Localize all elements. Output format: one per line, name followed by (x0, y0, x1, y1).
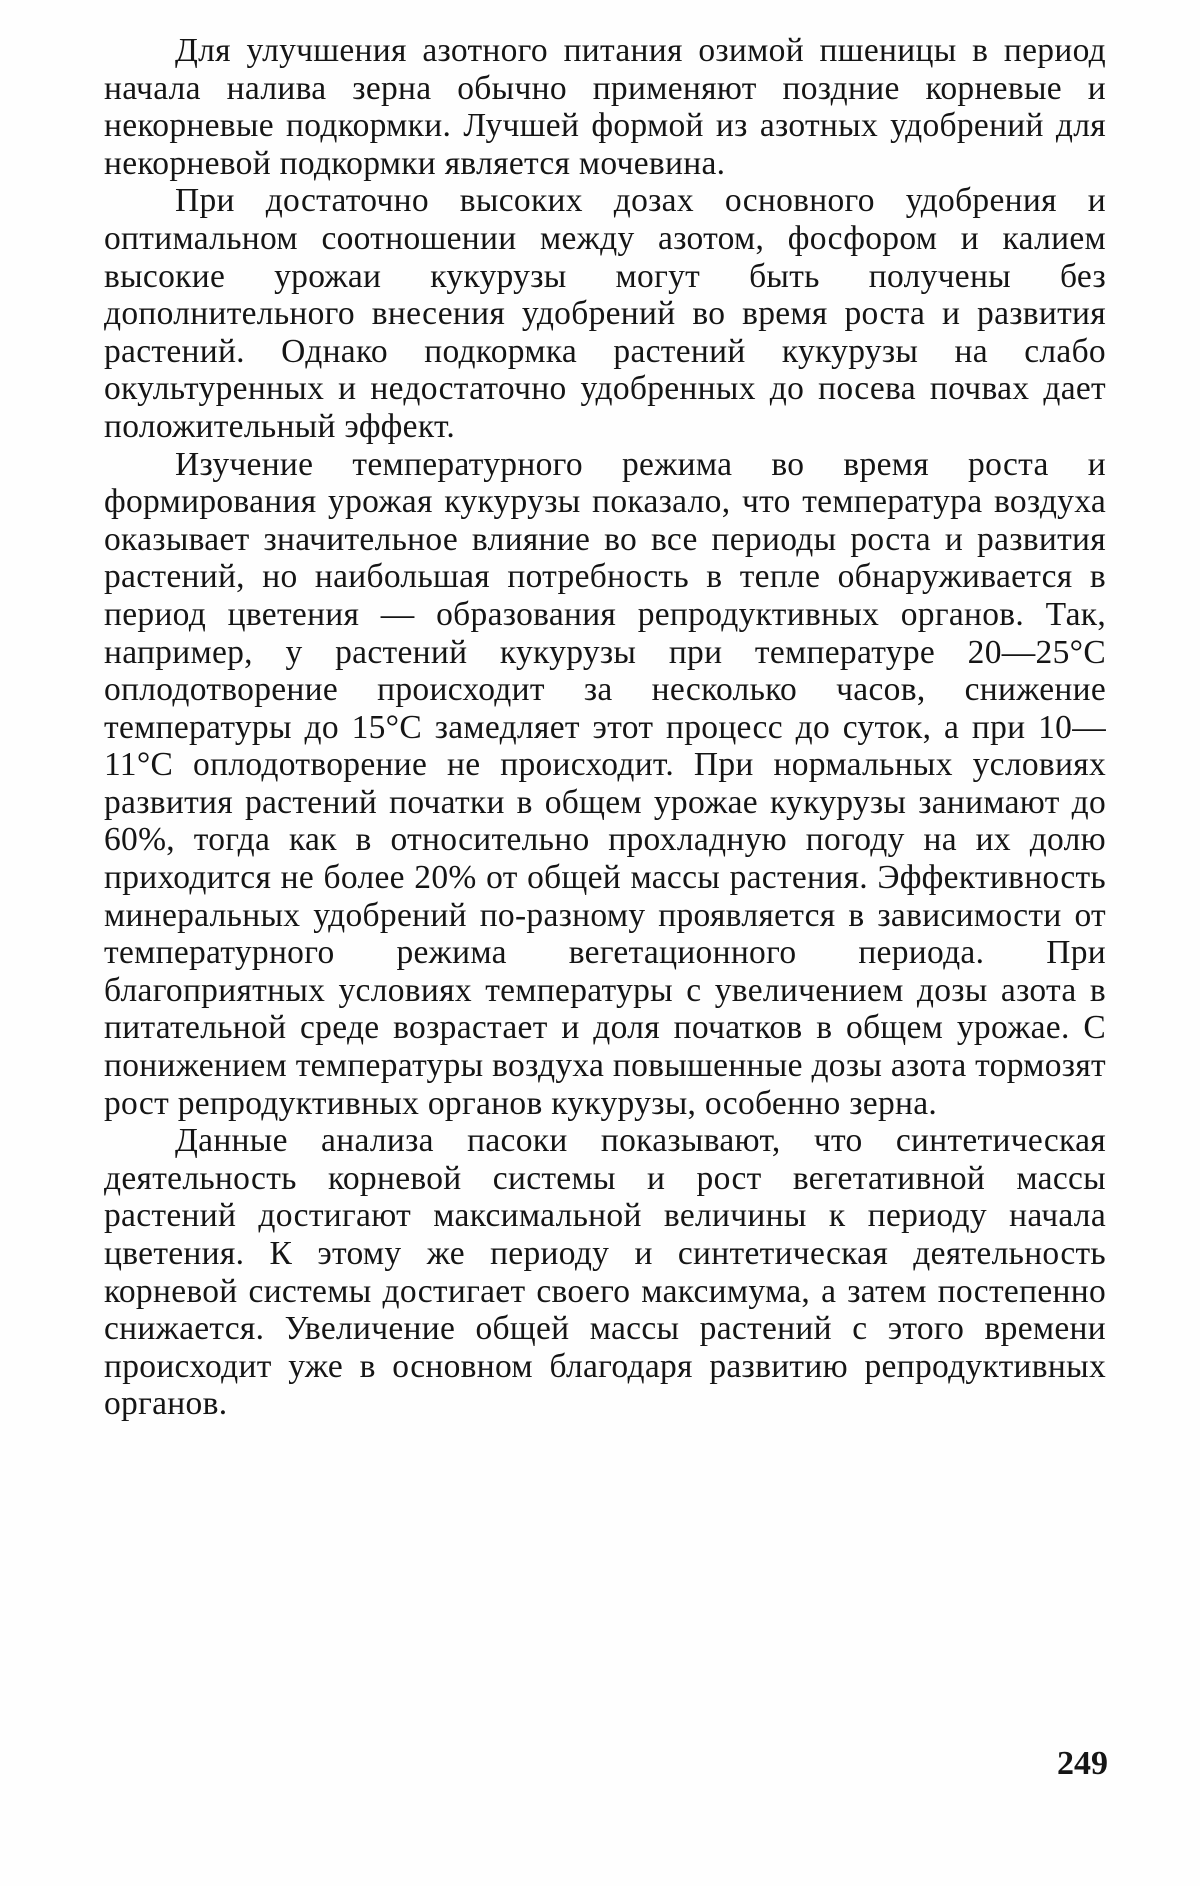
paragraph: При достаточно высоких дозах основного удобрения и оптимальном соотношении между азотом, фосфором и калием высокие урожаи кукурузы могут быть получены без дополнительного внесения удобрений во время роста и развития растений. Однако подкормка растений кукурузы на слабо окультуренных и недостаточно удобренных до посева почвах дает положительный эффект. (104, 182, 1106, 445)
paragraph: Для улучшения азотного питания озимой пшеницы в период начала налива зерна обычно применяют поздние корневые и некорневые подкормки. Лучшей формой из азотных удобрений для некорневой подкормки является мочевина. (104, 32, 1106, 182)
paragraph: Изучение температурного режима во время роста и формирования урожая кукурузы показало, что температура воздуха оказывает значительное влияние во все периоды роста и развития растений, но наибольшая потребность в тепле обнаруживается в период цветения — образования репродуктивных органов. Так, например, у растений кукурузы при температуре 20—25°С оплодотворение происходит за несколько часов, снижение температуры до 15°С замедляет этот процесс до суток, а при 10—11°С оплодотворение не происходит. При нормальных условиях развития растений початки в общем урожае кукурузы занимают до 60%, тогда как в относительно прохладную погоду на их долю приходится не более 20% от общей массы растения. Эффективность минеральных удобрений по-разному проявляется в зависимости от температурного режима вегетационного периода. При благоприятных условиях температуры с увеличением дозы азота в питательной среде возрастает и доля початков в общем урожае. С понижением температуры воздуха повышенные дозы азота тормозят рост репродуктивных органов кукурузы, особенно зерна. (104, 445, 1106, 1122)
paragraph: Данные анализа пасоки показывают, что синтетическая деятельность корневой системы и рост вегетативной массы растений достигают максимальной величины к периоду начала цветения. К этому же периоду и синтетическая деятельность корневой системы достигает своего максимума, а затем постепенно снижается. Увеличение общей массы растений с этого времени происходит уже в основном благодаря развитию репродуктивных органов. (104, 1122, 1106, 1423)
body-text (104, 32, 1106, 1423)
page-number: 249 (1057, 1745, 1108, 1782)
